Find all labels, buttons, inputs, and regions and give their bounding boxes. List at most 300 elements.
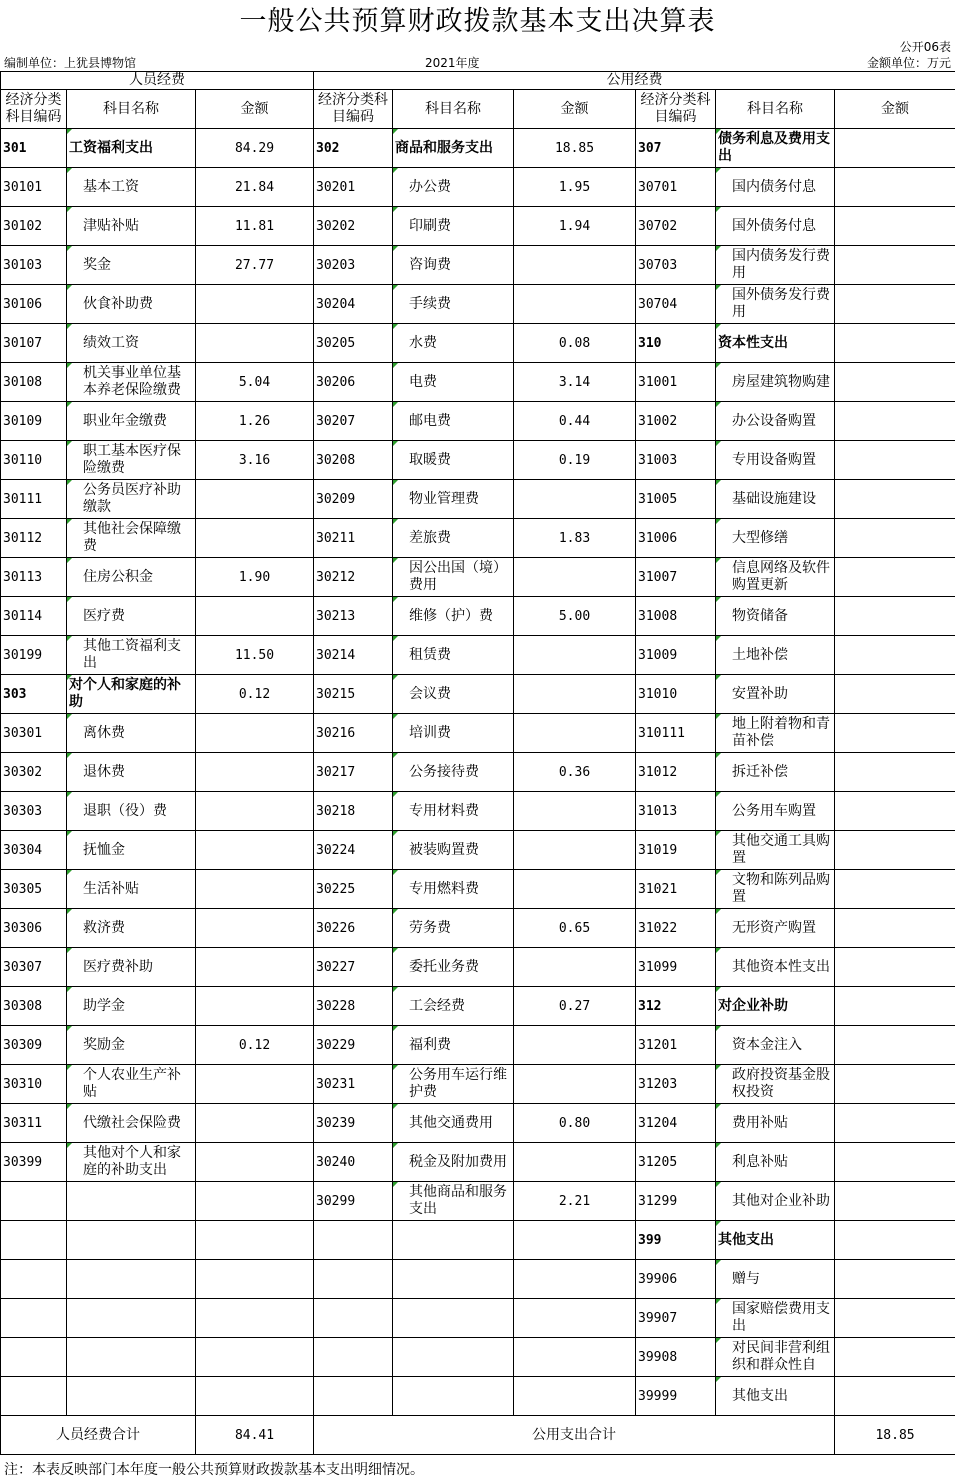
item-amount: [514, 948, 636, 987]
item-amount: [196, 792, 314, 831]
item-amount: [514, 285, 636, 324]
item-amount: [514, 1065, 636, 1104]
item-amount: [196, 597, 314, 636]
item-code: 30310: [1, 1065, 67, 1104]
item-name: 伙食补助费: [67, 285, 196, 324]
item-amount: [835, 480, 955, 519]
item-amount: 1.95: [514, 168, 636, 207]
item-amount: [196, 1104, 314, 1143]
item-code: 31019: [636, 831, 716, 870]
footnote: 注：本表反映部门本年度一般公共预算财政拨款基本支出明细情况。: [4, 1462, 424, 1478]
table-row: [1, 324, 955, 363]
item-code: 39907: [636, 1299, 716, 1338]
item-code: 30205: [314, 324, 393, 363]
item-name: 信息网络及软件购置更新: [716, 558, 835, 597]
item-amount: 0.19: [514, 441, 636, 480]
item-code: [314, 1221, 393, 1260]
item-code: 30207: [314, 402, 393, 441]
table-row: [1, 1221, 955, 1260]
item-name: 利息补贴: [716, 1143, 835, 1182]
item-amount: 1.83: [514, 519, 636, 558]
header-name: 科目名称: [716, 90, 835, 129]
item-name: 地上附着物和青苗补偿: [716, 714, 835, 753]
item-amount: [835, 129, 955, 168]
item-code: 31001: [636, 363, 716, 402]
item-code: 30204: [314, 285, 393, 324]
item-name: 无形资产购置: [716, 909, 835, 948]
item-code: 30208: [314, 441, 393, 480]
item-code: 30206: [314, 363, 393, 402]
header-amount: 金额: [514, 90, 636, 129]
item-code: 31205: [636, 1143, 716, 1182]
item-name: 退休费: [67, 753, 196, 792]
item-code: 302: [314, 129, 393, 168]
item-amount: 5.04: [196, 363, 314, 402]
item-code: 31002: [636, 402, 716, 441]
item-name: 个人农业生产补贴: [67, 1065, 196, 1104]
item-code: 30110: [1, 441, 67, 480]
item-amount: [196, 987, 314, 1026]
item-name: 商品和服务支出: [393, 129, 514, 168]
item-code: [314, 1299, 393, 1338]
item-code: 30209: [314, 480, 393, 519]
item-amount: [196, 1260, 314, 1299]
item-name: 劳务费: [393, 909, 514, 948]
header-amount: 金额: [835, 90, 955, 129]
item-amount: [196, 753, 314, 792]
item-code: 30227: [314, 948, 393, 987]
item-amount: [196, 909, 314, 948]
item-name: 邮电费: [393, 402, 514, 441]
item-name: 资本性支出: [716, 324, 835, 363]
item-amount: 21.84: [196, 168, 314, 207]
item-code: 31010: [636, 675, 716, 714]
item-name: 办公费: [393, 168, 514, 207]
item-name: 印刷费: [393, 207, 514, 246]
item-code: 31021: [636, 870, 716, 909]
item-code: 30226: [314, 909, 393, 948]
item-name: 费用补贴: [716, 1104, 835, 1143]
item-amount: [835, 831, 955, 870]
item-name: 其他对企业补助: [716, 1182, 835, 1221]
item-name: 对民间非营利组织和群众性自: [716, 1338, 835, 1377]
item-name: 国外债务发行费用: [716, 285, 835, 324]
item-code: 30702: [636, 207, 716, 246]
header-name: 科目名称: [67, 90, 196, 129]
item-amount: 11.81: [196, 207, 314, 246]
item-code: [1, 1377, 67, 1416]
item-name: 专用燃料费: [393, 870, 514, 909]
item-code: 30106: [1, 285, 67, 324]
item-code: 30225: [314, 870, 393, 909]
item-name: 专用材料费: [393, 792, 514, 831]
item-name: 其他资本性支出: [716, 948, 835, 987]
item-code: 30211: [314, 519, 393, 558]
item-name: 离休费: [67, 714, 196, 753]
item-amount: [514, 1221, 636, 1260]
item-code: 30199: [1, 636, 67, 675]
item-name: 安置补助: [716, 675, 835, 714]
header-code: 经济分类科目编码: [636, 90, 716, 129]
item-code: 30304: [1, 831, 67, 870]
item-code: 31204: [636, 1104, 716, 1143]
item-code: 30305: [1, 870, 67, 909]
item-amount: [835, 441, 955, 480]
item-name: 公务员医疗补助缴款: [67, 480, 196, 519]
item-amount: 1.26: [196, 402, 314, 441]
table-row: [1, 363, 955, 402]
item-amount: [514, 1338, 636, 1377]
item-amount: [196, 324, 314, 363]
item-code: 312: [636, 987, 716, 1026]
item-amount: 0.80: [514, 1104, 636, 1143]
item-amount: [835, 948, 955, 987]
item-amount: [835, 1260, 955, 1299]
item-amount: 2.21: [514, 1182, 636, 1221]
item-name: 其他对个人和家庭的补助支出: [67, 1143, 196, 1182]
item-amount: 0.12: [196, 675, 314, 714]
table-row: [1, 753, 955, 792]
item-amount: [835, 324, 955, 363]
item-name: 医疗费: [67, 597, 196, 636]
item-amount: [835, 207, 955, 246]
item-amount: [514, 636, 636, 675]
item-amount: [196, 1338, 314, 1377]
item-name: 基础设施建设: [716, 480, 835, 519]
table-row: [1, 402, 955, 441]
table-row: [1, 1182, 955, 1221]
item-name: 工会经费: [393, 987, 514, 1026]
item-amount: 0.44: [514, 402, 636, 441]
item-name: [67, 1221, 196, 1260]
item-code: 30308: [1, 987, 67, 1026]
item-amount: [835, 1221, 955, 1260]
item-amount: 11.50: [196, 636, 314, 675]
item-code: 31203: [636, 1065, 716, 1104]
item-amount: [835, 636, 955, 675]
item-code: 30215: [314, 675, 393, 714]
item-amount: 3.16: [196, 441, 314, 480]
item-name: 公务用车购置: [716, 792, 835, 831]
item-name: 工资福利支出: [67, 129, 196, 168]
item-name: 国内债务发行费用: [716, 246, 835, 285]
table-row: [1, 792, 955, 831]
item-amount: [196, 1065, 314, 1104]
item-code: [1, 1299, 67, 1338]
item-code: 31201: [636, 1026, 716, 1065]
item-code: 30240: [314, 1143, 393, 1182]
item-amount: 1.94: [514, 207, 636, 246]
item-name: 大型修缮: [716, 519, 835, 558]
item-name: 对企业补助: [716, 987, 835, 1026]
item-code: 30213: [314, 597, 393, 636]
header-code: 经济分类科目编码: [1, 90, 67, 129]
item-name: 税金及附加费用: [393, 1143, 514, 1182]
item-amount: [835, 246, 955, 285]
item-code: 30302: [1, 753, 67, 792]
item-code: 31003: [636, 441, 716, 480]
item-code: 31013: [636, 792, 716, 831]
item-name: 职工基本医疗保险缴费: [67, 441, 196, 480]
item-amount: [196, 1377, 314, 1416]
table-row: [1, 1143, 955, 1182]
item-name: 其他支出: [716, 1377, 835, 1416]
item-amount: [514, 831, 636, 870]
header-code: 经济分类科目编码: [314, 90, 393, 129]
item-code: 30101: [1, 168, 67, 207]
item-name: 电费: [393, 363, 514, 402]
item-name: 政府投资基金股权投资: [716, 1065, 835, 1104]
table-row: [1, 1338, 955, 1377]
item-name: [67, 1377, 196, 1416]
item-amount: 3.14: [514, 363, 636, 402]
item-name: 公务用车运行维护费: [393, 1065, 514, 1104]
item-code: [1, 1182, 67, 1221]
item-amount: [196, 1221, 314, 1260]
item-amount: 18.85: [514, 129, 636, 168]
item-code: 30203: [314, 246, 393, 285]
item-code: 30309: [1, 1026, 67, 1065]
item-code: 31007: [636, 558, 716, 597]
public-total-label: 公用支出合计: [314, 1416, 835, 1455]
item-amount: 0.08: [514, 324, 636, 363]
item-name: [67, 1182, 196, 1221]
item-code: 31012: [636, 753, 716, 792]
item-amount: [196, 1299, 314, 1338]
item-name: 国内债务付息: [716, 168, 835, 207]
item-name: 租赁费: [393, 636, 514, 675]
table-row: [1, 129, 955, 168]
header-name: 科目名称: [393, 90, 514, 129]
item-code: 30218: [314, 792, 393, 831]
item-name: 公务接待费: [393, 753, 514, 792]
item-code: 307: [636, 129, 716, 168]
item-name: 因公出国（境）费用: [393, 558, 514, 597]
item-name: 水费: [393, 324, 514, 363]
item-code: 30214: [314, 636, 393, 675]
item-code: 30216: [314, 714, 393, 753]
item-amount: [514, 1260, 636, 1299]
item-name: [393, 1221, 514, 1260]
item-code: 30224: [314, 831, 393, 870]
personnel-total-value: 84.41: [196, 1416, 314, 1455]
item-amount: [196, 714, 314, 753]
item-name: 培训费: [393, 714, 514, 753]
item-code: 30311: [1, 1104, 67, 1143]
table-row: [1, 558, 955, 597]
table-row: [1, 831, 955, 870]
table-row: [1, 597, 955, 636]
item-amount: [514, 870, 636, 909]
table-row: [1, 1377, 955, 1416]
item-name: 其他交通工具购置: [716, 831, 835, 870]
item-amount: [514, 1377, 636, 1416]
item-code: 30229: [314, 1026, 393, 1065]
item-amount: [835, 558, 955, 597]
item-name: 基本工资: [67, 168, 196, 207]
item-amount: [196, 480, 314, 519]
item-name: 其他交通费用: [393, 1104, 514, 1143]
item-amount: [835, 285, 955, 324]
item-name: 债务利息及费用支出: [716, 129, 835, 168]
table-row: [1, 519, 955, 558]
item-amount: [835, 1338, 955, 1377]
item-name: 其他社会保障缴费: [67, 519, 196, 558]
item-amount: [514, 675, 636, 714]
item-amount: [514, 558, 636, 597]
fiscal-year: 2021年度: [425, 56, 480, 70]
item-code: [1, 1221, 67, 1260]
item-name: 生活补贴: [67, 870, 196, 909]
item-code: [314, 1260, 393, 1299]
item-amount: [196, 831, 314, 870]
item-amount: [835, 753, 955, 792]
item-amount: [514, 1143, 636, 1182]
table-number: 公开06表: [899, 40, 951, 54]
item-code: 30201: [314, 168, 393, 207]
item-name: 绩效工资: [67, 324, 196, 363]
item-amount: [835, 714, 955, 753]
item-name: [67, 1299, 196, 1338]
item-amount: [196, 870, 314, 909]
item-name: 奖金: [67, 246, 196, 285]
public-total-value: 18.85: [835, 1416, 955, 1455]
item-name: 土地补偿: [716, 636, 835, 675]
item-name: 会议费: [393, 675, 514, 714]
item-code: 39906: [636, 1260, 716, 1299]
item-code: 30212: [314, 558, 393, 597]
item-code: 31008: [636, 597, 716, 636]
item-name: 物资储备: [716, 597, 835, 636]
item-amount: [196, 1143, 314, 1182]
item-code: 30102: [1, 207, 67, 246]
item-name: 手续费: [393, 285, 514, 324]
item-code: 30107: [1, 324, 67, 363]
item-name: 福利费: [393, 1026, 514, 1065]
item-name: 对个人和家庭的补助: [67, 675, 196, 714]
table-row: [1, 285, 955, 324]
item-amount: 84.29: [196, 129, 314, 168]
item-amount: 0.36: [514, 753, 636, 792]
item-amount: [835, 519, 955, 558]
item-code: 30307: [1, 948, 67, 987]
header-amount: 金额: [196, 90, 314, 129]
item-code: [1, 1338, 67, 1377]
item-name: 办公设备购置: [716, 402, 835, 441]
item-code: 399: [636, 1221, 716, 1260]
item-amount: 0.12: [196, 1026, 314, 1065]
personnel-total-label: 人员经费合计: [1, 1416, 196, 1455]
item-code: 30301: [1, 714, 67, 753]
item-amount: [835, 1182, 955, 1221]
item-name: 代缴社会保险费: [67, 1104, 196, 1143]
item-name: 医疗费补助: [67, 948, 196, 987]
item-name: 职业年金缴费: [67, 402, 196, 441]
item-amount: [196, 519, 314, 558]
table-row: [1, 987, 955, 1026]
table-row: [1, 714, 955, 753]
item-amount: [196, 285, 314, 324]
table-row: [1, 948, 955, 987]
item-code: 30114: [1, 597, 67, 636]
item-name: 物业管理费: [393, 480, 514, 519]
compiling-unit: 编制单位：上犹县博物馆: [4, 56, 137, 70]
table-row: [1, 1299, 955, 1338]
item-amount: [835, 987, 955, 1026]
item-code: 31022: [636, 909, 716, 948]
table-row: [1, 1104, 955, 1143]
item-code: 30239: [314, 1104, 393, 1143]
table-row: [1, 1260, 955, 1299]
item-code: 301: [1, 129, 67, 168]
item-code: 30217: [314, 753, 393, 792]
item-name: 退职（役）费: [67, 792, 196, 831]
item-amount: [514, 714, 636, 753]
item-name: 差旅费: [393, 519, 514, 558]
item-name: 被装购置费: [393, 831, 514, 870]
group-header-personnel: 人员经费: [1, 72, 314, 90]
item-code: 30299: [314, 1182, 393, 1221]
item-name: 委托业务费: [393, 948, 514, 987]
item-name: 国外债务付息: [716, 207, 835, 246]
item-name: 赠与: [716, 1260, 835, 1299]
item-name: 取暖费: [393, 441, 514, 480]
item-amount: [196, 948, 314, 987]
item-amount: [514, 1026, 636, 1065]
item-amount: [835, 1104, 955, 1143]
item-amount: [835, 1065, 955, 1104]
item-amount: [514, 1299, 636, 1338]
item-name: 专用设备购置: [716, 441, 835, 480]
item-code: 30109: [1, 402, 67, 441]
item-code: [314, 1377, 393, 1416]
item-code: 30399: [1, 1143, 67, 1182]
item-code: 30701: [636, 168, 716, 207]
table-row: [1, 207, 955, 246]
table-row: [1, 675, 955, 714]
item-name: 国家赔偿费用支出: [716, 1299, 835, 1338]
item-name: 资本金注入: [716, 1026, 835, 1065]
item-code: 30228: [314, 987, 393, 1026]
item-code: 310111: [636, 714, 716, 753]
item-name: [393, 1377, 514, 1416]
page-title: 一般公共预算财政拨款基本支出决算表: [239, 6, 716, 37]
item-amount: [835, 168, 955, 207]
item-code: 31099: [636, 948, 716, 987]
item-name: 抚恤金: [67, 831, 196, 870]
item-code: 31009: [636, 636, 716, 675]
group-header-public: 公用经费: [314, 72, 955, 90]
item-code: 30231: [314, 1065, 393, 1104]
table-row: [1, 441, 955, 480]
item-amount: [835, 402, 955, 441]
item-name: 助学金: [67, 987, 196, 1026]
table-row: [1, 168, 955, 207]
item-amount: [835, 1377, 955, 1416]
item-amount: 27.77: [196, 246, 314, 285]
table-row: [1, 870, 955, 909]
item-code: 30111: [1, 480, 67, 519]
money-unit: 金额单位：万元: [866, 56, 951, 70]
item-name: 津贴补贴: [67, 207, 196, 246]
table-row: [1, 246, 955, 285]
item-name: 住房公积金: [67, 558, 196, 597]
item-name: 文物和陈列品购置: [716, 870, 835, 909]
table-row: [1, 909, 955, 948]
item-amount: [196, 1182, 314, 1221]
item-code: 39999: [636, 1377, 716, 1416]
item-name: [67, 1260, 196, 1299]
